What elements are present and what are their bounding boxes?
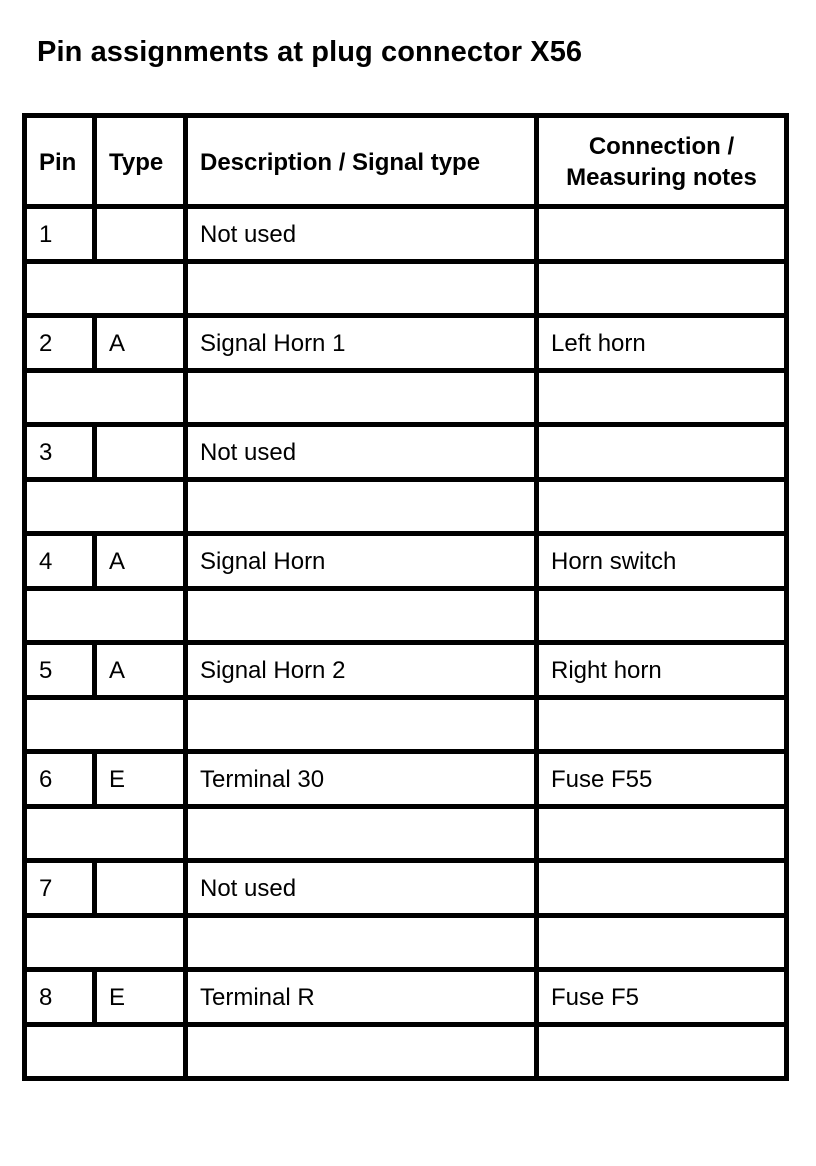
connection-cell: Horn switch bbox=[537, 534, 787, 589]
type-cell bbox=[95, 207, 186, 262]
description-cell: Terminal 30 bbox=[186, 752, 537, 807]
connection-cell: Right horn bbox=[537, 643, 787, 698]
spacer-cell bbox=[537, 698, 787, 752]
type-cell: A bbox=[95, 534, 186, 589]
connection-cell bbox=[537, 861, 787, 916]
spacer-cell bbox=[537, 589, 787, 643]
spacer-cell bbox=[25, 916, 186, 970]
spacer-cell bbox=[25, 589, 186, 643]
spacer-cell bbox=[25, 1025, 186, 1079]
type-cell: A bbox=[95, 643, 186, 698]
header-type: Type bbox=[95, 116, 186, 207]
spacer-row bbox=[25, 371, 787, 425]
header-description: Description / Signal type bbox=[186, 116, 537, 207]
connection-cell bbox=[537, 207, 787, 262]
spacer-row bbox=[25, 480, 787, 534]
spacer-cell bbox=[186, 916, 537, 970]
header-pin: Pin bbox=[25, 116, 95, 207]
spacer-cell bbox=[186, 589, 537, 643]
connection-cell bbox=[537, 425, 787, 480]
pin-cell: 6 bbox=[25, 752, 95, 807]
table-header-row bbox=[25, 116, 787, 207]
spacer-cell bbox=[186, 807, 537, 861]
spacer-cell bbox=[25, 262, 186, 316]
description-cell: Not used bbox=[186, 861, 537, 916]
pin-cell: 5 bbox=[25, 643, 95, 698]
table-row bbox=[25, 752, 787, 807]
pin-cell: 3 bbox=[25, 425, 95, 480]
spacer-cell bbox=[537, 480, 787, 534]
spacer-cell bbox=[25, 698, 186, 752]
type-cell bbox=[95, 861, 186, 916]
spacer-row bbox=[25, 698, 787, 752]
description-cell: Not used bbox=[186, 425, 537, 480]
spacer-cell bbox=[537, 916, 787, 970]
connection-cell: Fuse F5 bbox=[537, 970, 787, 1025]
description-cell: Signal Horn bbox=[186, 534, 537, 589]
spacer-cell bbox=[537, 371, 787, 425]
description-cell: Signal Horn 1 bbox=[186, 316, 537, 371]
table-row bbox=[25, 425, 787, 480]
spacer-row bbox=[25, 262, 787, 316]
header-connection bbox=[537, 116, 787, 207]
header-connection-line2: Measuring notes bbox=[566, 164, 757, 191]
spacer-cell bbox=[186, 1025, 537, 1079]
table-row bbox=[25, 534, 787, 589]
table-row bbox=[25, 207, 787, 262]
description-cell: Signal Horn 2 bbox=[186, 643, 537, 698]
spacer-row bbox=[25, 807, 787, 861]
table-row bbox=[25, 861, 787, 916]
pin-cell: 2 bbox=[25, 316, 95, 371]
pin-assignment-table bbox=[22, 113, 789, 1081]
pin-cell: 7 bbox=[25, 861, 95, 916]
connection-cell: Fuse F55 bbox=[537, 752, 787, 807]
spacer-row bbox=[25, 1025, 787, 1079]
page-title: Pin assignments at plug connector X56 bbox=[37, 36, 583, 68]
connection-cell: Left horn bbox=[537, 316, 787, 371]
spacer-cell bbox=[186, 262, 537, 316]
header-connection-line1: Connection / bbox=[588, 133, 735, 160]
type-cell: E bbox=[95, 752, 186, 807]
pin-cell: 8 bbox=[25, 970, 95, 1025]
table-row bbox=[25, 643, 787, 698]
spacer-cell bbox=[25, 807, 186, 861]
spacer-row bbox=[25, 589, 787, 643]
description-cell: Terminal R bbox=[186, 970, 537, 1025]
description-cell: Not used bbox=[186, 207, 537, 262]
table-row bbox=[25, 970, 787, 1025]
spacer-cell bbox=[186, 698, 537, 752]
spacer-row bbox=[25, 916, 787, 970]
type-cell: A bbox=[95, 316, 186, 371]
table-row bbox=[25, 316, 787, 371]
spacer-cell bbox=[537, 1025, 787, 1079]
pin-cell: 4 bbox=[25, 534, 95, 589]
spacer-cell bbox=[186, 480, 537, 534]
type-cell bbox=[95, 425, 186, 480]
spacer-cell bbox=[25, 371, 186, 425]
spacer-cell bbox=[537, 807, 787, 861]
pin-cell: 1 bbox=[25, 207, 95, 262]
spacer-cell bbox=[186, 371, 537, 425]
spacer-cell bbox=[25, 480, 186, 534]
spacer-cell bbox=[537, 262, 787, 316]
type-cell: E bbox=[95, 970, 186, 1025]
